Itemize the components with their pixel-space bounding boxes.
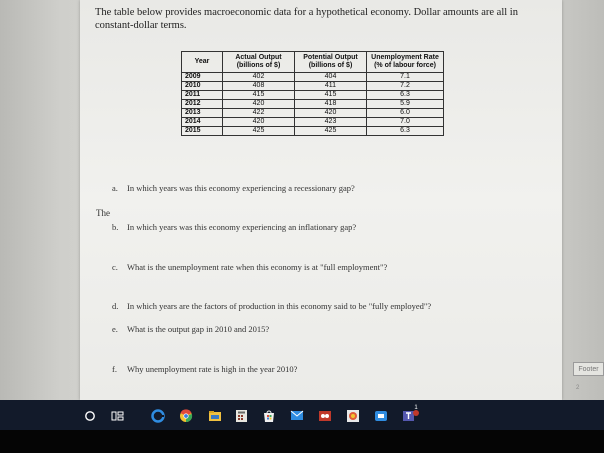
cell-unemployment: 7.1 <box>367 73 444 82</box>
question-e <box>112 324 269 334</box>
calculator-icon[interactable] <box>234 409 248 422</box>
header-unemployment-rate <box>367 52 444 73</box>
cell-unemployment: 6.0 <box>367 109 444 118</box>
cell-potential: 404 <box>295 73 367 82</box>
cell-year: 2010 <box>182 82 223 91</box>
cell-unemployment: 5.9 <box>367 100 444 109</box>
question-label: f. <box>112 364 117 374</box>
header-actual-output <box>223 52 295 73</box>
edge-icon[interactable] <box>151 409 165 422</box>
cell-potential: 418 <box>295 100 367 109</box>
intro-paragraph: The table below provides macroeconomic data for a hypothetical economy. Dollar amounts are all in constant-dollar terms. <box>95 7 518 31</box>
cell-unemployment: 7.2 <box>367 82 444 91</box>
cell-year: 2011 <box>182 91 223 100</box>
chrome-icon[interactable] <box>179 409 193 422</box>
stray-text: The <box>96 208 110 218</box>
question-text: What is the output gap in 2010 and 2015? <box>127 324 270 334</box>
table-row <box>182 127 444 136</box>
teams-badge: 1 <box>414 405 418 411</box>
header-unemployment-unit: (% of labour force) <box>374 62 436 69</box>
question-c <box>112 262 387 272</box>
file-explorer-icon[interactable] <box>208 409 222 422</box>
cell-year: 2014 <box>182 118 223 127</box>
cell-year: 2012 <box>182 100 223 109</box>
question-text: What is the unemployment rate when this economy is at "full employment"? <box>127 262 388 272</box>
cell-potential: 425 <box>295 127 367 136</box>
table-header-row <box>182 52 444 73</box>
header-potential-output-unit: (billions of $) <box>308 62 353 69</box>
cell-actual: 425 <box>223 127 295 136</box>
photos-icon[interactable] <box>346 409 360 422</box>
mail-icon[interactable] <box>290 409 304 422</box>
cortana-circle-icon[interactable] <box>83 409 97 422</box>
cell-unemployment: 7.0 <box>367 118 444 127</box>
cell-year: 2015 <box>182 127 223 136</box>
question-b <box>112 222 356 232</box>
footer-label[interactable]: Footer <box>573 362 604 376</box>
cell-actual: 415 <box>223 91 295 100</box>
teams-icon[interactable] <box>374 409 388 422</box>
question-text: In which years are the factors of production in this economy said to be "fully employed"? <box>127 301 432 311</box>
screen-bezel <box>0 430 604 453</box>
question-text: In which years was this economy experiencing an inflationary gap? <box>127 222 357 232</box>
cell-actual: 420 <box>223 100 295 109</box>
cell-actual: 420 <box>223 118 295 127</box>
cell-potential: 415 <box>295 91 367 100</box>
cell-potential: 411 <box>295 82 367 91</box>
header-actual-output-unit: (billions of $) <box>236 62 281 69</box>
question-label: d. <box>112 301 119 311</box>
cell-actual: 422 <box>223 109 295 118</box>
header-year: Year <box>182 52 223 73</box>
table-row <box>182 100 444 109</box>
cell-unemployment: 6.3 <box>367 91 444 100</box>
question-label: a. <box>112 183 118 193</box>
cell-unemployment: 6.3 <box>367 127 444 136</box>
header-potential-output <box>295 52 367 73</box>
question-d <box>112 301 431 311</box>
cell-potential: 423 <box>295 118 367 127</box>
table-row <box>182 82 444 91</box>
cell-year: 2009 <box>182 73 223 82</box>
store-icon[interactable] <box>262 409 276 422</box>
table-row <box>182 118 444 127</box>
question-label: e. <box>112 324 118 334</box>
task-view-icon[interactable] <box>110 409 124 422</box>
table-row <box>182 109 444 118</box>
header-unemployment-title: Unemployment Rate <box>371 54 439 61</box>
page-number: 2 <box>576 385 580 391</box>
table-row <box>182 73 444 82</box>
table-row <box>182 91 444 100</box>
cell-actual: 402 <box>223 73 295 82</box>
question-label: b. <box>112 222 119 232</box>
question-text: In which years was this economy experiencing a recessionary gap? <box>127 183 355 193</box>
header-actual-output-title: Actual Output <box>235 54 282 61</box>
macro-data-table <box>181 51 444 136</box>
header-potential-output-title: Potential Output <box>303 54 358 61</box>
cell-actual: 408 <box>223 82 295 91</box>
cell-year: 2013 <box>182 109 223 118</box>
snipping-icon[interactable] <box>318 409 332 422</box>
question-f <box>112 364 297 374</box>
cell-potential: 420 <box>295 109 367 118</box>
question-label: c. <box>112 262 118 272</box>
question-text: Why unemployment rate is high in the year 2010? <box>127 364 298 374</box>
question-a <box>112 183 355 193</box>
